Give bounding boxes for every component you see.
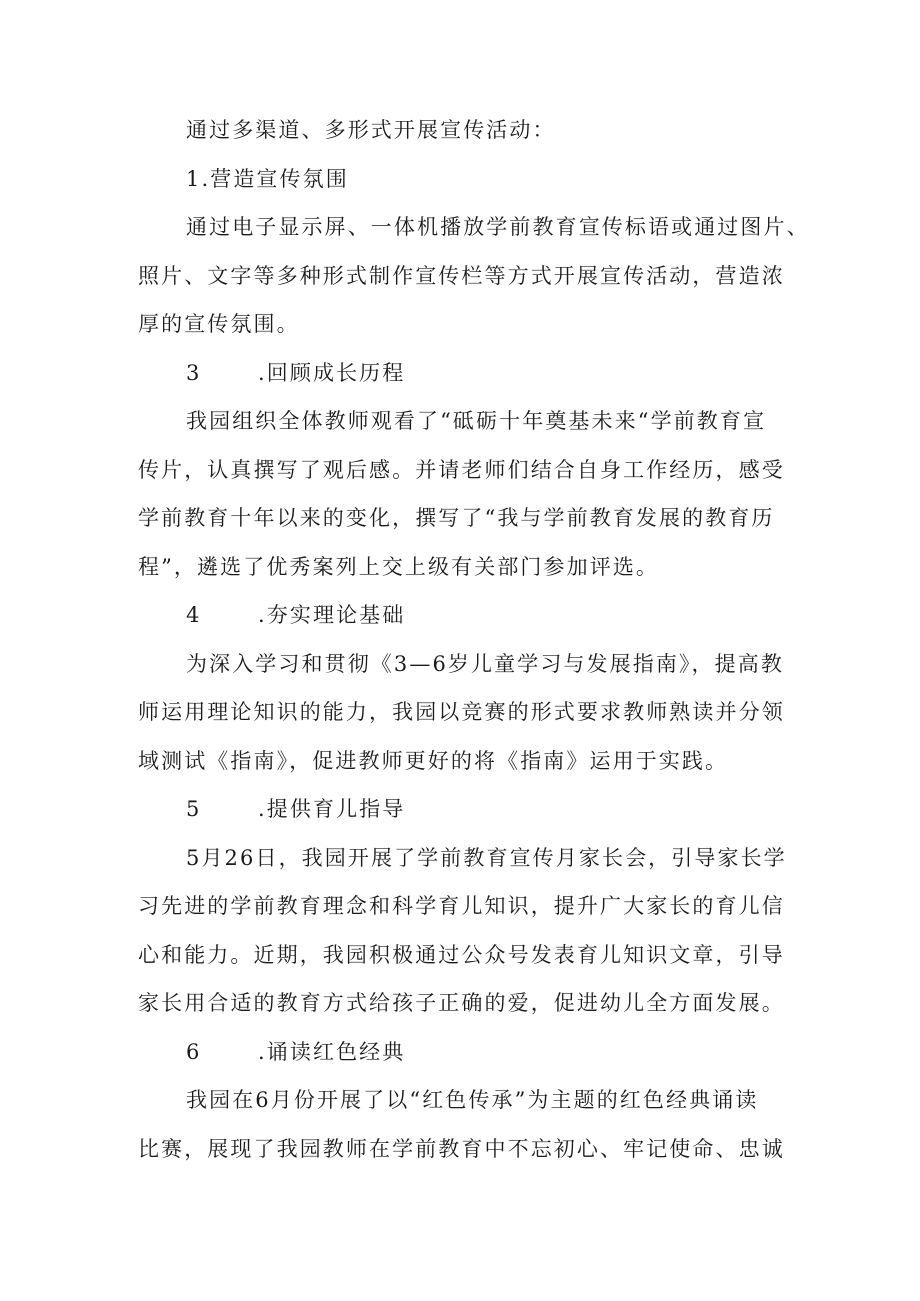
paragraph-line: 程”，遴选了优秀案列上交上级有关部门参加评选。	[138, 555, 660, 579]
paragraph-line: 传片，认真撰写了观后感。并请老师们结合自身工作经历，感受	[138, 458, 785, 482]
paragraph-line: 心和能力。近期，我园积极通过公众号发表育儿知识文章，引导	[138, 943, 785, 967]
paragraph-line: 我园组织全体教师观看了“砥砺十年奠基未来“学前教育宣	[186, 409, 767, 433]
section-heading-4	[0, 591, 920, 639]
intro-line: 通过多渠道、多形式开展宣传活动：	[186, 118, 556, 142]
section-number: 3	[186, 361, 202, 385]
section-number: 4	[186, 603, 202, 627]
paragraph-line: 域测试《指南》，促进教师更好的将《指南》运用于实践。	[138, 749, 729, 773]
section-heading-1: 1.营造宣传氛围	[186, 167, 349, 191]
paragraph-line: 学前教育十年以来的变化，撰写了“我与学前教育发展的教育历	[138, 506, 775, 530]
section-number: 6	[186, 1040, 202, 1064]
paragraph-line: 5月26日，我园开展了学前教育宣传月家长会，引导家长学	[186, 846, 787, 870]
paragraph-line: 厚的宣传氛围。	[138, 312, 300, 336]
section-title: .夯实理论基础	[258, 603, 406, 627]
paragraph-line: 为深入学习和贯彻《3—6岁儿童学习与发展指南》，提高教	[186, 652, 784, 676]
paragraph-line: 师运用理论知识的能力，我园以竞赛的形式要求教师熟读并分领	[138, 700, 785, 724]
section-heading-5	[0, 785, 920, 833]
section-heading-6	[0, 1028, 920, 1076]
section-title: .诵读红色经典	[258, 1040, 406, 1064]
paragraph-line: 习先进的学前教育理念和科学育儿知识，提升广大家长的育儿信	[138, 894, 785, 918]
paragraph-line: 我园在6月份开展了以“红色传承”为主题的红色经典诵读	[186, 1088, 759, 1112]
paragraph-line: 家长用合适的教育方式给孩子正确的爱，促进幼儿全方面发展。	[138, 991, 785, 1015]
section-title: .提供育儿指导	[258, 797, 406, 821]
paragraph-line: 照片、文字等多种形式制作宣传栏等方式开展宣传活动，营造浓	[138, 264, 785, 288]
section-heading-3	[0, 349, 920, 397]
section-number: 5	[186, 797, 202, 821]
section-title: .回顾成长历程	[258, 361, 406, 385]
paragraph-line: 比赛，展现了我园教师在学前教育中不忘初心、牢记使命、忠诚	[138, 1137, 785, 1161]
paragraph-line: 通过电子显示屏、一体机播放学前教育宣传标语或通过图片、	[186, 215, 810, 239]
